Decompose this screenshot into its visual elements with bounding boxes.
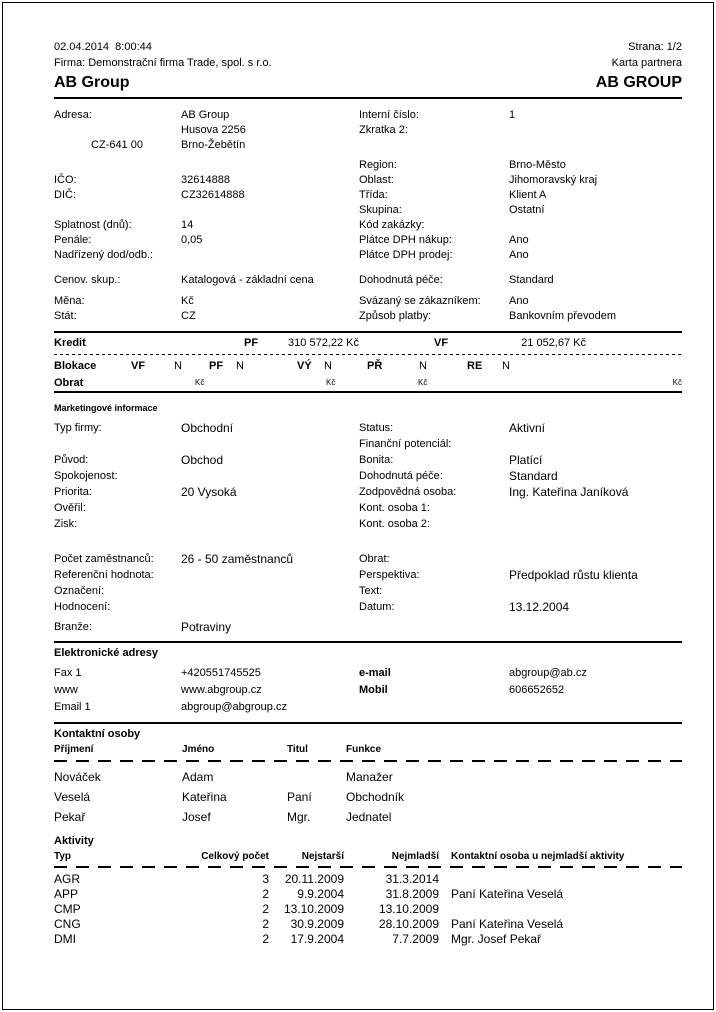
report-content <box>54 39 682 947</box>
contact-row <box>54 787 682 807</box>
field-label: Zkratka 2: <box>359 124 408 136</box>
field-value <box>181 500 359 516</box>
field-label: Splatnost (dnů): <box>54 219 132 231</box>
activity-count: 2 <box>262 902 269 916</box>
field-label: Datum: <box>359 601 395 613</box>
activities-header-row <box>54 850 682 864</box>
field-label: Skupina: <box>359 204 402 216</box>
field-label: Zisk: <box>54 518 78 530</box>
blocking-key: RE <box>467 360 483 372</box>
field-label: Mobil <box>359 684 388 696</box>
field-value: Standard <box>509 274 554 286</box>
printed-at: 02.04.2014 8:00:44 <box>54 41 152 53</box>
activity-contact <box>439 872 682 887</box>
contact-surname: Veselá <box>54 790 91 804</box>
marketing-row <box>54 583 682 599</box>
email-section-title: Elektronické adresy <box>54 647 158 659</box>
field-value: Předpoklad růstu klienta <box>509 568 638 582</box>
activity-type: DMI <box>54 932 76 946</box>
activity-contact: Paní Kateřina Veselá <box>451 887 564 901</box>
field-label: Svázaný se zákazníkem: <box>359 295 481 307</box>
field-value <box>181 599 359 615</box>
info-row <box>54 248 682 263</box>
field-label: Původ: <box>54 454 89 466</box>
field-label: Cenov. skup.: <box>54 274 121 286</box>
field-value: Ing. Kateřina Janíková <box>509 485 629 499</box>
field-value: 0,05 <box>181 234 203 246</box>
field-label: Referenční hodnota: <box>54 569 154 581</box>
field-value <box>509 500 682 516</box>
activity-row <box>54 917 682 932</box>
report-page <box>2 2 714 1010</box>
field-label: Kont. osoba 2: <box>359 518 430 530</box>
dashed-divider <box>54 760 682 762</box>
field-label: Bonita: <box>359 454 394 466</box>
activity-row <box>54 887 682 902</box>
blocking-key: PF <box>209 360 224 372</box>
marketing-row <box>54 516 682 532</box>
turnover-row <box>54 375 682 391</box>
field-value: Obchodní <box>181 421 234 435</box>
field-label: DIČ: <box>54 189 76 201</box>
contact-firstname: Kateřina <box>182 790 227 804</box>
email-row <box>54 682 682 699</box>
activity-oldest: 13.10.2009 <box>283 902 344 916</box>
field-label: Branže: <box>54 621 92 633</box>
column-header: Funkce <box>346 744 382 755</box>
field-value <box>509 516 682 532</box>
activity-contact: Paní Kateřina Veselá <box>451 917 564 931</box>
field-value: Kč <box>181 295 194 307</box>
field-label: Interní číslo: <box>359 109 419 121</box>
info-row <box>54 294 682 309</box>
field-label: e-mail <box>359 667 391 679</box>
field-label: Spokojenost: <box>54 470 118 482</box>
field-label <box>54 158 181 173</box>
field-label: Fax 1 <box>54 667 82 679</box>
marketing-row <box>54 484 682 500</box>
field-value <box>181 203 359 218</box>
field-label: Dohodnutá péče: <box>359 470 443 482</box>
activity-count: 2 <box>262 932 269 946</box>
info-row <box>54 203 682 218</box>
blocking-value: N <box>419 360 427 372</box>
email-row <box>54 699 682 716</box>
blocking-label: Blokace <box>54 360 97 372</box>
turnover-label: Obrat <box>54 377 84 389</box>
field-value: Brno-Město <box>509 159 566 171</box>
email-section <box>54 641 682 716</box>
field-label: Kont. osoba 1: <box>359 502 430 514</box>
column-header: Jméno <box>182 744 215 755</box>
field-value <box>509 123 682 138</box>
blocking-value: N <box>324 360 332 372</box>
field-value <box>181 436 359 452</box>
info-row <box>54 123 682 138</box>
field-value: Platící <box>509 453 543 467</box>
field-label: Zodpovědná osoba: <box>359 486 457 498</box>
field-label: Typ firmy: <box>54 422 102 434</box>
field-value: Husova 2256 <box>181 124 246 136</box>
partner-title-row <box>54 71 682 99</box>
field-value: Ano <box>509 295 529 307</box>
field-value: Potraviny <box>181 620 232 634</box>
field-value: Aktivní <box>509 421 546 435</box>
info-row <box>54 188 682 203</box>
field-value <box>181 567 359 583</box>
field-label: Region: <box>359 159 397 171</box>
contact-function: Manažer <box>346 770 393 784</box>
field-value: 26 - 50 zaměstnanců <box>181 552 294 566</box>
info-row <box>54 218 682 233</box>
activity-row <box>54 872 682 887</box>
column-header: Nejstarší <box>301 851 344 862</box>
activities-section-title: Aktivity <box>54 835 94 847</box>
field-label: Finanční potenciál: <box>359 438 452 450</box>
field-value: Katalogová - základní cena <box>181 274 314 286</box>
field-label <box>359 138 509 153</box>
contact-firstname: Josef <box>182 810 211 824</box>
credit-vf-value: 21 052,67 Kč <box>521 337 586 349</box>
contact-function: Jednatel <box>346 810 392 824</box>
field-value <box>509 699 682 716</box>
credit-pf-label: PF <box>244 337 259 349</box>
marketing-row <box>54 420 682 436</box>
field-value <box>509 138 682 153</box>
partner-code: AB GROUP <box>595 74 682 91</box>
field-label <box>359 699 509 716</box>
credit-pf-value: 310 572,22 Kč <box>288 337 359 349</box>
contacts-header-row <box>54 742 682 757</box>
field-label: Dohodnutá péče: <box>359 274 443 286</box>
activity-newest: 7.7.2009 <box>392 932 439 946</box>
field-label: IČO: <box>54 174 77 186</box>
info-row <box>54 233 682 248</box>
marketing-row <box>54 500 682 516</box>
contact-title: Mgr. <box>287 810 311 824</box>
field-label <box>54 436 181 452</box>
marketing-row <box>54 436 682 452</box>
column-header: Kontaktní osoba u nejmladší aktivity <box>451 851 625 862</box>
field-value: abgroup@abgroup.cz <box>181 701 287 713</box>
field-value <box>181 158 359 173</box>
general-info-block <box>54 108 682 324</box>
field-value <box>181 516 359 532</box>
field-value: CZ <box>181 310 196 322</box>
blocking-key: VF <box>131 360 146 372</box>
field-value <box>509 551 682 567</box>
activity-oldest: 30.9.2009 <box>290 917 344 931</box>
field-value: www.abgroup.cz <box>181 684 262 696</box>
activity-count: 2 <box>262 887 269 901</box>
field-value <box>509 619 682 635</box>
activity-oldest: 20.11.2009 <box>284 872 344 886</box>
activity-newest: 28.10.2009 <box>378 917 439 931</box>
contact-surname: Nováček <box>54 770 101 784</box>
field-label <box>54 123 181 138</box>
activity-newest: 31.8.2009 <box>385 887 439 901</box>
marketing-row <box>54 567 682 583</box>
field-value: AB Group <box>181 109 230 121</box>
field-value: Ano <box>509 249 529 261</box>
activity-row <box>54 902 682 917</box>
credit-block <box>54 331 682 393</box>
turnover-currency: Kč <box>672 378 682 387</box>
credit-row <box>54 333 682 353</box>
marketing-row <box>54 619 682 635</box>
contact-title <box>287 767 346 787</box>
field-value <box>181 583 359 599</box>
column-header: Celkový počet <box>201 851 269 862</box>
turnover-currency: Kč <box>418 378 428 387</box>
blocking-value: N <box>174 360 182 372</box>
contact-surname: Pekař <box>54 810 86 824</box>
contacts-section <box>54 722 682 827</box>
blocking-key: PŘ <box>367 360 383 372</box>
marketing-section <box>54 403 682 635</box>
section-divider <box>54 722 682 724</box>
field-value: 20 Vysoká <box>181 485 237 499</box>
field-label: Ověřil: <box>54 502 86 514</box>
contact-row <box>54 807 682 827</box>
field-label: Email 1 <box>54 701 91 713</box>
marketing-row <box>54 468 682 484</box>
activity-newest: 31.3.2014 <box>385 872 439 886</box>
activity-type: CNG <box>54 917 81 931</box>
field-value: Klient A <box>509 189 547 201</box>
field-value: Standard <box>509 469 558 483</box>
contacts-section-title: Kontaktní osoby <box>54 728 141 740</box>
dotted-divider <box>54 354 682 355</box>
field-label: Počet zaměstnanců: <box>54 553 154 565</box>
turnover-currency: Kč <box>195 378 205 387</box>
section-divider <box>54 641 682 643</box>
field-value: Ostatní <box>509 204 545 216</box>
activity-type: CMP <box>54 902 81 916</box>
field-value <box>181 248 359 263</box>
activity-type: AGR <box>54 872 81 886</box>
field-value: CZ32614888 <box>181 189 245 201</box>
activity-contact: Mgr. Josef Pekař <box>451 932 542 946</box>
field-label <box>54 203 181 218</box>
report-header-row-2 <box>54 55 682 71</box>
field-label: CZ-641 00 <box>91 139 143 151</box>
field-label: Text: <box>359 585 383 597</box>
field-label: Priorita: <box>54 486 92 498</box>
credit-label: Kredit <box>54 337 86 349</box>
field-value: abgroup@ab.cz <box>509 667 587 679</box>
blocking-row <box>54 357 682 375</box>
info-row <box>54 108 682 123</box>
page-number: Strana: 1/2 <box>628 41 682 53</box>
contact-row <box>54 767 682 787</box>
activity-newest: 13.10.2009 <box>378 902 439 916</box>
field-value: Ano <box>509 234 529 246</box>
field-label: Stát: <box>54 310 77 322</box>
blocking-value: N <box>236 360 244 372</box>
activity-count: 2 <box>262 917 269 931</box>
info-row <box>54 173 682 188</box>
company-line: Firma: Demonstrační firma Trade, spol. s r.o. <box>54 57 272 69</box>
field-label: Oblast: <box>359 174 394 186</box>
contact-title: Paní <box>287 790 312 804</box>
field-label: Plátce DPH nákup: <box>359 234 452 246</box>
marketing-row <box>54 452 682 468</box>
field-label: Nadřízený dod/odb.: <box>54 249 154 261</box>
field-label: Perspektiva: <box>359 569 420 581</box>
credit-vf-label: VF <box>434 337 449 349</box>
marketing-row <box>54 551 682 567</box>
activity-count: 3 <box>262 872 269 886</box>
field-label: www <box>54 684 78 696</box>
blocking-key: VÝ <box>297 360 312 372</box>
field-label: Adresa: <box>54 109 92 121</box>
field-value: Obchod <box>181 453 224 467</box>
info-row <box>54 273 682 288</box>
field-label <box>359 619 509 635</box>
report-header-row-1 <box>54 39 682 55</box>
contact-firstname: Adam <box>182 770 214 784</box>
email-row <box>54 665 682 682</box>
info-row <box>54 309 682 324</box>
column-header: Titul <box>287 744 308 755</box>
activity-contact <box>439 902 682 917</box>
field-label: Označení: <box>54 585 105 597</box>
activities-section <box>54 835 682 947</box>
field-label: Třída: <box>359 189 388 201</box>
column-header: Nejmladší <box>391 851 439 862</box>
partner-name: AB Group <box>54 74 130 91</box>
field-value <box>509 583 682 599</box>
activity-oldest: 9.9.2004 <box>297 887 344 901</box>
column-header: Příjmení <box>54 744 94 755</box>
activity-row <box>54 932 682 947</box>
field-label: Plátce DPH prodej: <box>359 249 453 261</box>
field-value: Jihomoravský kraj <box>509 174 598 186</box>
report-label: Karta partnera <box>611 57 682 69</box>
turnover-currency: Kč <box>326 378 336 387</box>
activity-oldest: 17.9.2004 <box>290 932 344 946</box>
field-value: 13.12.2004 <box>509 600 570 614</box>
field-value: 606652652 <box>509 684 565 696</box>
field-value <box>181 468 359 484</box>
info-row <box>54 158 682 173</box>
column-header: Typ <box>54 851 72 862</box>
marketing-row <box>54 599 682 615</box>
field-value <box>509 218 682 233</box>
field-value: 32614888 <box>181 174 230 186</box>
field-label: Penále: <box>54 234 92 246</box>
field-value <box>509 436 682 452</box>
info-row <box>54 138 682 153</box>
field-label: Hodnocení: <box>54 601 111 613</box>
activity-type: APP <box>54 887 79 901</box>
field-label: Způsob platby: <box>359 310 432 322</box>
dashed-divider <box>54 866 682 868</box>
contact-function: Obchodník <box>346 790 405 804</box>
field-value: Bankovním převodem <box>509 310 616 322</box>
field-label: Obrat: <box>359 553 390 565</box>
field-label: Status: <box>359 422 394 434</box>
field-value: 1 <box>509 109 516 121</box>
field-value: 14 <box>181 219 194 231</box>
field-label: Měna: <box>54 295 85 307</box>
field-value: +420551745525 <box>181 667 261 679</box>
field-label: Kód zakázky: <box>359 219 425 231</box>
marketing-section-title: Marketingové informace <box>54 403 158 413</box>
field-value: Brno-Žebětín <box>181 139 246 151</box>
blocking-value: N <box>502 360 510 372</box>
